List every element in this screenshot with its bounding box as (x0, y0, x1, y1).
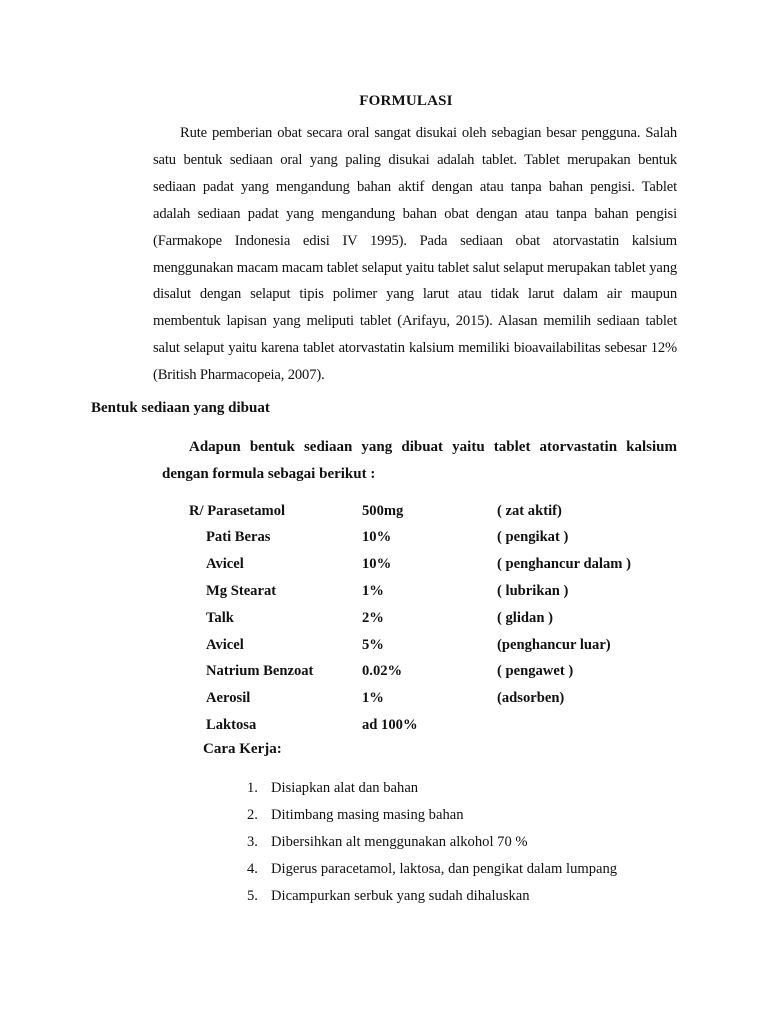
ingredient-name: Avicel (206, 556, 244, 572)
formula-row (0, 503, 768, 525)
formula-row (0, 529, 768, 551)
ingredient-amount: 10% (362, 556, 392, 572)
step-number: 4. (247, 861, 258, 877)
ingredient-amount: 1% (362, 583, 384, 599)
cara-kerja-label: Cara Kerja: (203, 741, 282, 757)
formula-row (0, 717, 768, 739)
ingredient-amount: 5% (362, 637, 384, 653)
ingredient-amount: 0.02% (362, 663, 403, 679)
list-item (0, 780, 768, 800)
ingredient-role: ( zat aktif) (497, 503, 562, 519)
ingredient-role: ( lubrikan ) (497, 583, 569, 599)
ingredient-role: (penghancur luar) (497, 637, 611, 653)
ingredient-name: Aerosil (206, 690, 251, 706)
intro-paragraph: Rute pemberian obat secara oral sangat disukai oleh sebagian besar pengguna. Salah satu bentuk sediaan oral yang paling disukai adalah tablet. Tablet merupakan bentuk sediaan padat yang mengandung bahan aktif dengan atau tanpa bahan pengisi. Tablet adalah sediaan padat yang mengandung bahan obat dengan atau tanpa bahan pengisi (Farmakope Indonesia edisi IV 1995). Pada sediaan obat atorvastatin kalsium menggunakan macam macam tablet selaput yaitu tablet salut selaput merupakan tablet yang disalut dengan selaput tipis polimer yang larut atau tidak larut dalam air maupun membentuk lapisan yang meliputi tablet (Arifayu, 2015). Alasan memilih sediaan tablet salut selaput yaitu karena tablet atorvastatin kalsium memiliki bioavailabilitas sebesar 12% (British Pharmacopeia, 2007). (153, 125, 677, 384)
ingredient-amount: ad 100% (362, 717, 418, 733)
ingredient-role: ( pengawet ) (497, 663, 574, 679)
ingredient-role: ( pengikat ) (497, 529, 569, 545)
ingredient-name: Mg Stearat (206, 583, 277, 599)
step-text: Digerus paracetamol, laktosa, dan pengikat dalam lumpang (271, 861, 618, 877)
ingredient-amount: 500mg (362, 503, 404, 519)
ingredient-amount: 1% (362, 690, 384, 706)
ingredient-role: ( penghancur dalam ) (497, 556, 631, 572)
list-item (0, 807, 768, 827)
ingredient-amount: 2% (362, 610, 384, 626)
ingredient-name: Talk (206, 610, 234, 626)
section-heading: Bentuk sediaan yang dibuat (91, 400, 270, 416)
ingredient-name: Natrium Benzoat (206, 663, 314, 679)
ingredient-name: Pati Beras (206, 529, 271, 545)
list-item (0, 861, 768, 881)
list-item (0, 834, 768, 854)
formula-row (0, 556, 768, 578)
ingredient-name: R/ Parasetamol (189, 503, 286, 519)
formula-row (0, 663, 768, 685)
formula-intro: Adapun bentuk sediaan yang dibuat yaitu tablet atorvastatin kalsium dengan formula sebagai berikut : (162, 439, 677, 482)
formula-row (0, 690, 768, 712)
ingredient-role: (adsorben) (497, 690, 565, 706)
ingredient-name: Avicel (206, 637, 244, 653)
document-title: FORMULASI (359, 93, 453, 109)
step-text: Ditimbang masing masing bahan (271, 807, 464, 823)
formula-row (0, 583, 768, 605)
formula-row (0, 637, 768, 659)
step-number: 3. (247, 834, 258, 850)
step-number: 5. (247, 888, 258, 904)
ingredient-amount: 10% (362, 529, 392, 545)
step-number: 2. (247, 807, 258, 823)
formula-row (0, 610, 768, 632)
step-text: Disiapkan alat dan bahan (271, 780, 419, 796)
step-number: 1. (247, 780, 258, 796)
ingredient-name: Laktosa (206, 717, 257, 733)
list-item (0, 888, 768, 908)
step-text: Dicampurkan serbuk yang sudah dihaluskan (271, 888, 530, 904)
ingredient-role: ( glidan ) (497, 610, 553, 626)
step-text: Dibersihkan alt menggunakan alkohol 70 % (271, 834, 528, 850)
